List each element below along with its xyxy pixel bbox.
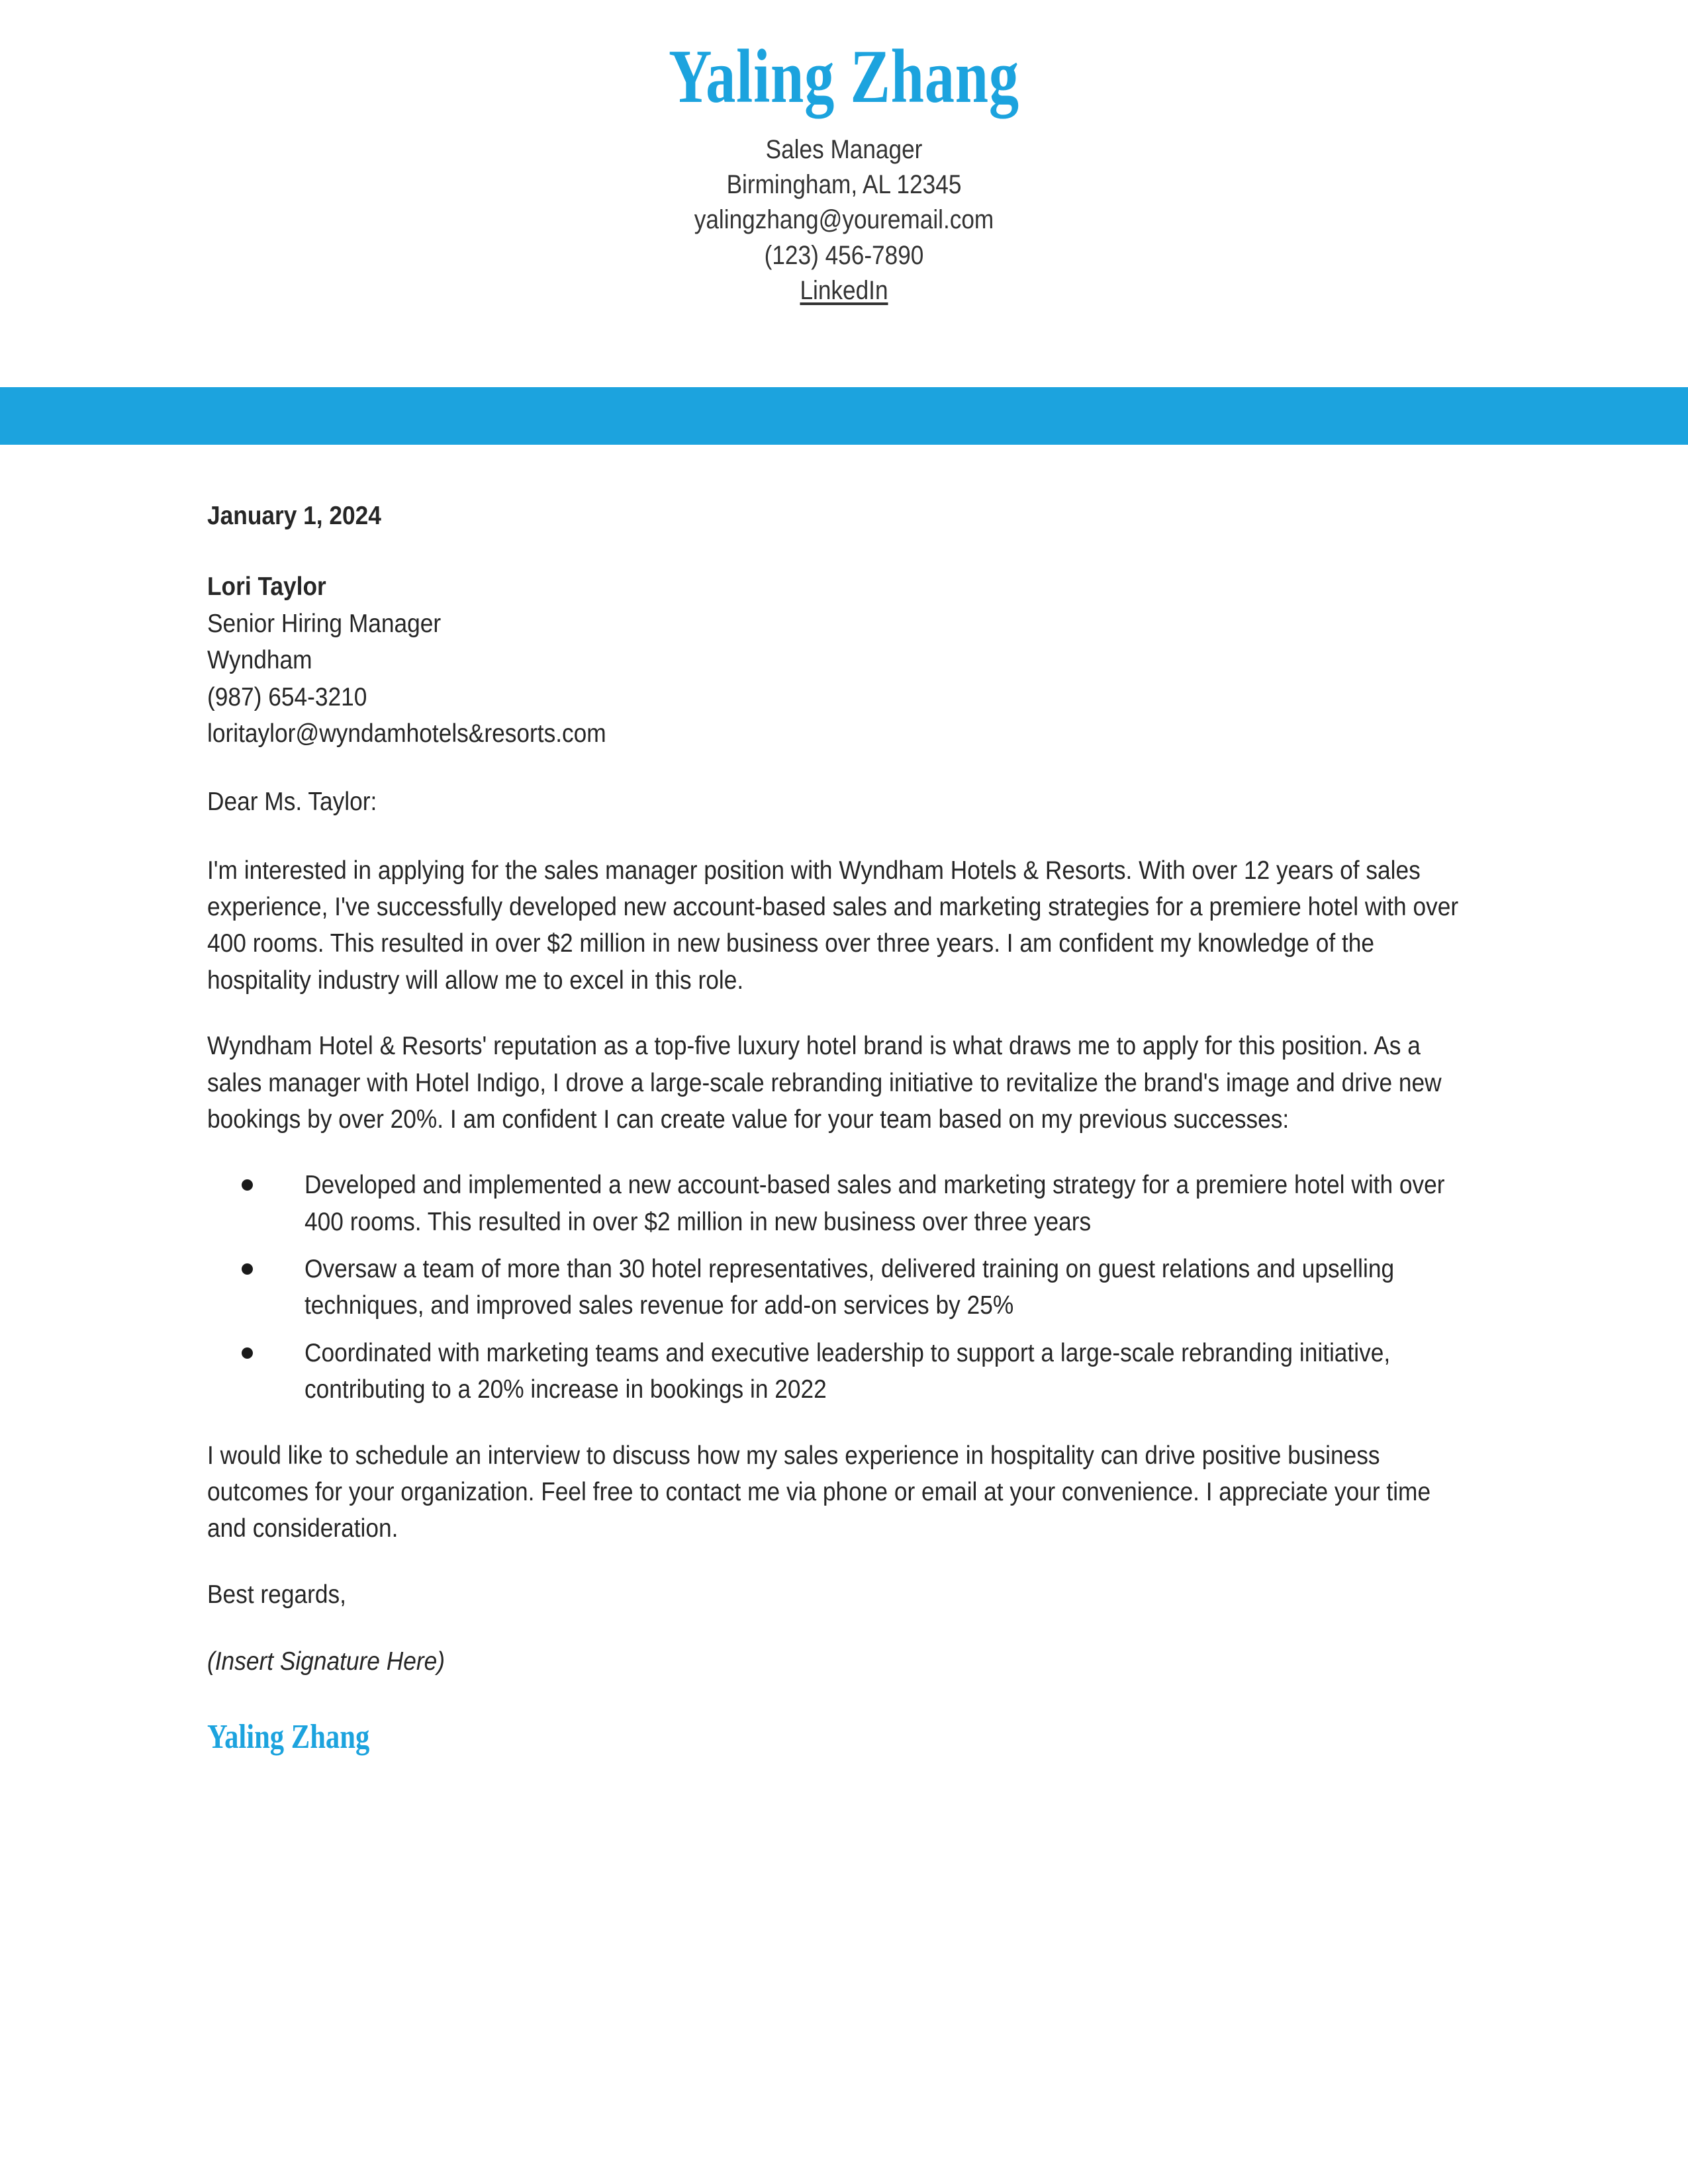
recipient-title: Senior Hiring Manager — [207, 609, 442, 638]
body-paragraph-1-text: I'm interested in applying for the sales manager position with Wyndham Hotels & Resorts. With over 12 years of sales experience, I've successfully developed new account-based sales and marketing strategies for a premiere hotel with over 400 rooms. This resulted in over $2 million in new business over three years. I am confident my knowledge of the hospitality industry will allow me to excel in this role. — [207, 856, 1459, 995]
letter-date — [207, 498, 1475, 534]
achievements-list — [207, 1167, 1475, 1408]
body-paragraph-2-text: Wyndham Hotel & Resorts' reputation as a top-five luxury hotel brand is what draws me to apply for this position. As a sales manager with Hotel Indigo, I drove a large-scale rebranding initiative to revitalize the brand's image and drive new bookings by over 20%. I am confident I can create value for your team based on my previous successes: — [207, 1032, 1442, 1134]
signature-placeholder — [207, 1643, 1475, 1680]
achievement-text: Oversaw a team of more than 30 hotel representatives, delivered training on guest relations and upselling techniques, and improved sales revenue for add-on services by 25% — [305, 1255, 1395, 1320]
list-item — [207, 1167, 1475, 1240]
closing-paragraph-text: I would like to schedule an interview to discuss how my sales experience in hospitality can drive positive business outcomes for your organization. Feel free to contact me via phone or email at your convenience. I appreciate your time and consideration. — [207, 1441, 1431, 1543]
letterhead — [0, 0, 1688, 308]
candidate-name: Yaling Zhang — [669, 34, 1019, 119]
recipient-block — [207, 569, 1475, 752]
bullet-icon — [242, 1179, 253, 1191]
signature-name: Yaling Zhang — [207, 1718, 370, 1756]
signature-placeholder-text: (Insert Signature Here) — [207, 1647, 445, 1676]
letter-body — [207, 498, 1475, 1762]
recipient-phone: (987) 654-3210 — [207, 682, 367, 711]
accent-bar — [0, 387, 1688, 445]
body-paragraph-1 — [207, 852, 1475, 999]
bullet-icon — [242, 1347, 253, 1359]
linkedin-link[interactable]: LinkedIn — [800, 275, 888, 305]
salutation — [207, 784, 1475, 820]
bullet-icon — [242, 1263, 253, 1275]
contact-phone[interactable]: (123) 456-7890 — [764, 240, 924, 270]
closing-salutation-text: Best regards, — [207, 1580, 346, 1609]
contact-job-title: Sales Manager — [765, 135, 923, 164]
body-paragraph-2 — [207, 1028, 1475, 1138]
recipient-name: Lori Taylor — [207, 572, 326, 602]
contact-email[interactable]: yalingzhang@youremail.com — [694, 205, 994, 235]
recipient-company: Wyndham — [207, 646, 312, 675]
letter-date-text: January 1, 2024 — [207, 502, 381, 530]
contact-block — [0, 132, 1688, 308]
closing-salutation — [207, 1576, 1475, 1613]
list-item — [207, 1251, 1475, 1324]
achievement-text: Developed and implemented a new account-based sales and marketing strategy for a premiere hotel with over 400 rooms. This resulted in over $2 million in new business over three years — [305, 1171, 1445, 1236]
contact-location: Birmingham, AL 12345 — [726, 170, 962, 200]
achievement-text: Coordinated with marketing teams and executive leadership to support a large-scale rebranding initiative, contributing to a 20% increase in bookings in 2022 — [305, 1338, 1391, 1404]
salutation-text: Dear Ms. Taylor: — [207, 788, 377, 817]
recipient-email: loritaylor@wyndamhotels&resorts.com — [207, 719, 606, 748]
list-item — [207, 1335, 1475, 1408]
closing-paragraph — [207, 1437, 1475, 1547]
